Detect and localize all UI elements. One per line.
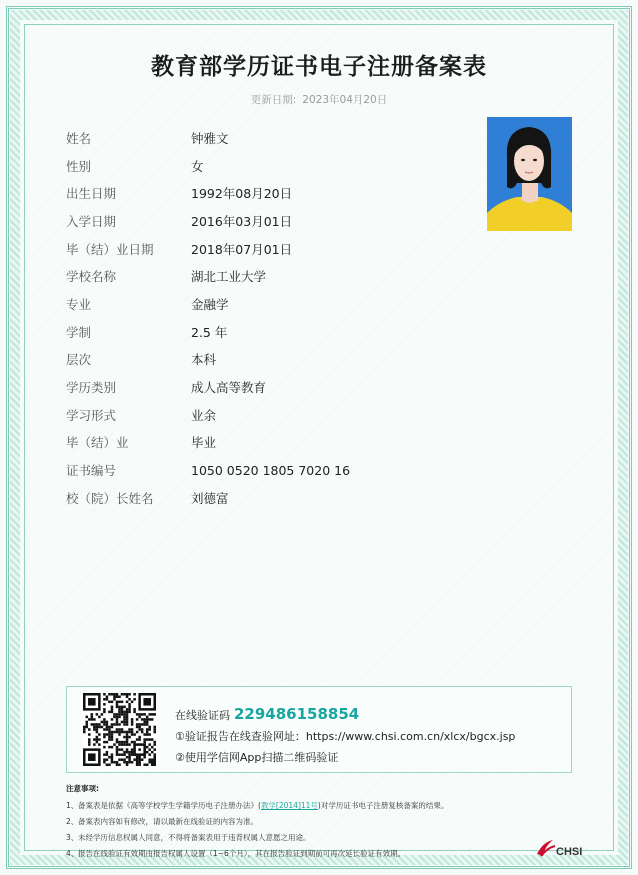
field-row [66, 318, 350, 346]
notes-section [66, 783, 576, 864]
field-value: 2018年07月01日 [191, 241, 293, 257]
field-row [66, 262, 350, 290]
note-item [66, 816, 576, 832]
field-row [66, 456, 350, 484]
update-value: 2023年04月20日 [302, 94, 388, 106]
verification-box [66, 686, 572, 773]
field-value: 成人高等教育 [191, 380, 267, 396]
update-date [0, 92, 638, 107]
note-item [66, 800, 576, 816]
note-number: 3、 [66, 833, 79, 842]
field-row [66, 152, 350, 180]
field-row [66, 207, 350, 235]
note-text-part: 备案表是依据《高等学校学生学籍学历电子注册办法》( [78, 801, 261, 810]
field-value: 刘德富 [191, 490, 229, 506]
field-value: 钟雅文 [191, 130, 229, 146]
field-label: 专业 [66, 296, 92, 312]
student-photo [487, 117, 572, 231]
field-value: 1050 0520 1805 7020 16 [191, 462, 351, 478]
field-label: 出生日期 [66, 186, 117, 202]
field-label: 毕（结）业日期 [66, 241, 154, 257]
field-label: 姓名 [66, 130, 92, 146]
note-text [78, 800, 448, 816]
document-title: 教育部学历证书电子注册备案表 [151, 54, 487, 80]
field-label: 学习形式 [66, 407, 117, 423]
field-row [66, 373, 350, 401]
chsi-logo-text: CHSI [556, 846, 583, 858]
regulation-link[interactable]: 教学[2014]11号 [260, 801, 318, 810]
field-value: 本科 [191, 352, 217, 368]
field-label: 学历类别 [66, 380, 117, 396]
note-number: 4、 [66, 849, 79, 858]
field-row [66, 346, 350, 374]
field-label: 学制 [66, 324, 92, 340]
verification-app-line: ②使用学信网App扫描二维码验证 [175, 751, 339, 764]
field-value: 2016年03月01日 [191, 213, 293, 229]
note-text: 报告在线验证有效期由报告权属人设置（1~6个月），其在报告验证到期前可再次延长验证有效期。 [78, 849, 406, 858]
field-label: 证书编号 [66, 463, 117, 479]
field-label: 学校名称 [66, 269, 117, 285]
note-number: 1、 [66, 801, 79, 810]
note-item [66, 848, 576, 864]
verification-code-line [175, 705, 515, 723]
portrait-illustration [487, 117, 572, 231]
field-label: 毕（结）业 [66, 435, 129, 451]
field-label: 入学日期 [66, 213, 117, 229]
notes-title: 注意事项: [66, 784, 99, 793]
field-value: 1992年08月20日 [191, 186, 293, 202]
note-text: 备案表内容如有修改，请以最新在线验证的内容为准。 [78, 817, 258, 826]
verification-code: 229486158854 [234, 705, 360, 723]
field-value: 毕业 [191, 435, 217, 451]
field-label: 校（院）长姓名 [66, 490, 154, 506]
field-row [66, 401, 350, 429]
field-value: 2.5 年 [191, 324, 228, 340]
field-value: 女 [191, 158, 204, 174]
field-label: 层次 [66, 352, 92, 368]
field-label: 性别 [66, 158, 92, 174]
note-item [66, 832, 576, 848]
field-row [66, 484, 350, 512]
note-text: 未经学历信息权属人同意，不得将备案表用于违背权属人意愿之用途。 [78, 833, 311, 842]
update-label: 更新日期: [250, 94, 297, 106]
field-row [66, 429, 350, 457]
note-number: 2、 [66, 817, 79, 826]
verification-url-line: ①验证报告在线查验网址：https://www.chsi.com.cn/xlcx/bgcx.jsp [175, 730, 516, 743]
field-value: 业余 [191, 407, 217, 423]
verification-code-label: 在线验证码 [175, 709, 230, 722]
field-value: 金融学 [191, 296, 229, 312]
field-row [66, 179, 350, 207]
field-value: 湖北工业大学 [191, 269, 267, 285]
info-fields [66, 124, 350, 512]
field-row [66, 124, 350, 152]
field-row [66, 235, 350, 263]
note-text-part: )对学历证书电子注册复核备案的结果。 [317, 801, 449, 810]
verification-text [175, 705, 515, 765]
field-row [66, 290, 350, 318]
qr-code [83, 693, 156, 766]
